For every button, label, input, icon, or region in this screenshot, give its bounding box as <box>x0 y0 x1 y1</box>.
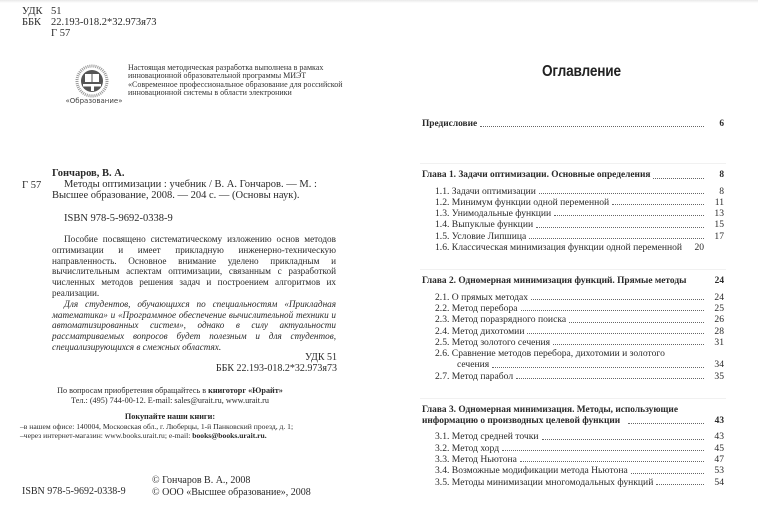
abstract <box>52 234 336 353</box>
bbk-right: ББК 22.193-018.2*32.973я73 <box>215 363 337 374</box>
toc-section[interactable] <box>422 348 724 371</box>
toc-page: 17 <box>714 230 724 242</box>
toc-entry-title: 3.4. Возможные модификации метода Ньютона <box>435 465 628 477</box>
chapter-2 <box>422 269 724 382</box>
toc-entry-title: 1.4. Выпуклые функции <box>435 219 534 231</box>
leader-dots <box>531 299 704 300</box>
classification-block <box>22 6 156 39</box>
toc-entry-title-line2: информацию о производных целевой функции <box>422 416 621 427</box>
toc-page: 8 <box>719 170 724 181</box>
toc-entry-title-line1: Глава 3. Одномерная минимизация. Методы, использующие <box>422 405 678 416</box>
udk-value: 51 <box>51 6 62 17</box>
obrazovanie-seal-icon <box>72 64 112 98</box>
toc-section[interactable] <box>422 231 724 242</box>
toc-section[interactable] <box>422 371 724 382</box>
toc-title: Оглавление <box>542 63 621 80</box>
toc-page: 53 <box>714 465 724 477</box>
leader-dots <box>542 439 704 440</box>
contact-prefix: По вопросам приобретения обращайтесь в <box>57 386 207 395</box>
leader-dots <box>569 322 704 323</box>
leader-dots <box>539 193 704 194</box>
toc-entry-title: 2.2. Метод перебора <box>435 302 518 314</box>
toc-section[interactable] <box>422 186 724 197</box>
program-note: Настоящая методическая разработка выполнена в рамках инновационной образовательной программы МИЭТ «Современное профессиональное образование для российской инновационной системы в области электроники <box>128 63 343 98</box>
leader-dots <box>631 473 704 474</box>
side-author-sign: Г 57 <box>22 180 42 191</box>
toc-entry-title: Глава 1. Задачи оптимизации. Основные определения <box>422 170 651 181</box>
isbn-bottom: ISBN 978-5-9692-0338-9 <box>22 486 126 497</box>
toc-section[interactable] <box>422 292 724 303</box>
buy-title: Покупайте наши книги: <box>124 412 216 422</box>
toc-section[interactable] <box>422 208 724 219</box>
toc-page: 24 <box>714 291 724 303</box>
toc-section[interactable] <box>422 303 724 314</box>
udk-row <box>22 6 156 17</box>
toc-entry-title: 3.3. Метод Ньютона <box>435 453 517 465</box>
udk-label: УДК <box>22 6 43 17</box>
table-of-contents <box>422 119 724 488</box>
toc-page: 28 <box>714 325 724 337</box>
toc-entry-title: 3.2. Метод хорд <box>435 442 500 454</box>
toc-page: 15 <box>714 219 724 231</box>
toc-section[interactable] <box>422 443 724 454</box>
toc-entry-title: 2.4. Метод дихотомии <box>435 325 525 337</box>
leader-dots <box>502 450 704 451</box>
chapter-heading[interactable] <box>422 170 724 181</box>
buy-options <box>20 422 320 441</box>
toc-page: 54 <box>714 476 724 488</box>
udk-right: УДК 51 <box>304 352 337 363</box>
toc-entry-title: 1.1. Задачи оптимизации <box>435 185 536 197</box>
leader-dots <box>553 344 704 345</box>
toc-entry-title: 3.1. Метод средней точки <box>435 431 539 443</box>
logo-caption: «Образование» <box>65 97 123 105</box>
toc-section[interactable] <box>422 314 724 325</box>
toc-entry-title: 1.3. Унимодальные функции <box>435 208 552 220</box>
chapter-heading-line2 <box>422 416 724 427</box>
toc-section[interactable] <box>422 454 724 465</box>
leader-dots <box>612 204 704 205</box>
toc-entry-line2 <box>435 359 724 370</box>
isbn-top: ISBN 978-5-9692-0338-9 <box>64 213 173 224</box>
toc-entry-title: Глава 2. Одномерная минимизация функций. Прямые методы <box>422 276 687 287</box>
leader-dots <box>536 227 704 228</box>
toc-section[interactable] <box>422 337 724 348</box>
toc-page: 34 <box>714 359 724 371</box>
office-address: –в нашем офисе: 140004, Московская обл., г. Люберцы, 1-й Панковский проезд, д. 1; <box>20 421 294 431</box>
copyright-publisher: © ООО «Высшее образование», 2008 <box>152 486 311 498</box>
toc-section[interactable] <box>422 465 724 476</box>
leader-dots <box>653 178 704 179</box>
bbk-row <box>22 17 156 28</box>
leader-dots <box>529 238 704 239</box>
toc-page: 13 <box>714 208 724 220</box>
leader-dots <box>516 378 704 379</box>
chapter-heading[interactable] <box>422 276 724 287</box>
chapter-3 <box>422 398 724 488</box>
copyright <box>152 475 311 498</box>
leader-dots <box>492 367 704 368</box>
online-store <box>20 431 320 440</box>
divider <box>420 163 726 164</box>
toc-entry-title: 1.5. Условие Липшица <box>435 230 527 242</box>
toc-preface[interactable] <box>422 119 724 130</box>
chapter-1 <box>422 163 724 253</box>
toc-page: 35 <box>714 370 724 382</box>
chapter-heading[interactable] <box>422 405 724 427</box>
toc-entry-title: 3.5. Методы минимизации многомодальных функций <box>435 476 654 488</box>
leader-dots <box>521 310 705 311</box>
contact-line-1 <box>20 386 320 396</box>
leader-dots <box>656 484 704 485</box>
toc-entry-title: Предисловие <box>422 119 478 129</box>
toc-page: 26 <box>714 314 724 326</box>
toc-page: 43 <box>714 416 724 427</box>
leader-dots <box>554 215 704 216</box>
toc-page: 20 <box>694 242 705 254</box>
toc-page: 31 <box>714 336 724 348</box>
online-email: books@books.urait.ru. <box>192 431 267 441</box>
toc-page: 24 <box>714 276 724 287</box>
author-sign: Г 57 <box>51 28 71 39</box>
toc-section[interactable] <box>422 431 724 442</box>
copyright-author: © Гончаров В. А., 2008 <box>152 475 251 486</box>
toc-section[interactable] <box>422 219 724 230</box>
toc-entry-title: 1.2. Минимум функции одной переменной <box>435 196 610 208</box>
author-name: Гончаров, В. А. <box>52 168 125 179</box>
divider <box>420 269 726 270</box>
toc-section[interactable] <box>422 477 724 488</box>
toc-page: 43 <box>714 431 724 443</box>
toc-section[interactable] <box>422 197 724 208</box>
spacer <box>422 130 724 147</box>
leader-dots <box>628 423 704 424</box>
toc-entry-title: 2.7. Метод парабол <box>435 370 514 382</box>
toc-page: 11 <box>714 196 724 208</box>
bbk-value: 22.193-018.2*32.973я73 <box>51 17 157 28</box>
divider <box>420 398 726 399</box>
classification-right <box>216 352 337 374</box>
toc-entry-title: 1.6. Классическая минимизация функции одной переменной <box>435 242 683 254</box>
toc-entry-title: 2.3. Метод поразрядного поиска <box>435 314 567 326</box>
toc-page: 47 <box>714 453 724 465</box>
leader-dots <box>480 126 704 127</box>
right-page-contents <box>380 0 758 522</box>
toc-entry-title: 2.5. Метод золотого сечения <box>435 336 551 348</box>
abstract-paragraph-2: Для студентов, обучающихся по специальностям «Прикладная математика» и «Программное обеспечение вычислительной техники и автоматизированных систем», однако в силу актуальности рассматриваемых вопросов будет полезным и для студентов, специализирующихся в смежных областях. <box>52 298 336 352</box>
online-prefix: –через интернет-магазин: www.books.urait.ru; e-mail: <box>20 431 191 441</box>
abstract-paragraph-1: Пособие посвящено систематическому изложению основ методов оптимизации и имеет прикладную инженерно-техническую направленность. Основное внимание уделено прикладным и вычислительным аспектам оптимизации, связанным с разработкой численных методов решения задач и построением алгоритмов их реализации. <box>52 234 336 298</box>
toc-section[interactable] <box>422 326 724 337</box>
bbk-label: ББК <box>22 17 42 28</box>
toc-section[interactable] <box>422 242 724 253</box>
leader-dots <box>527 333 704 334</box>
toc-page: 6 <box>719 119 724 129</box>
toc-entry-title-line1: 2.6. Сравнение методов перебора, дихотомии и золотого <box>435 348 665 360</box>
contact-info <box>20 386 320 440</box>
leader-dots <box>520 461 704 462</box>
toc-entry-title: 2.1. О прямых методах <box>435 291 529 303</box>
bibliographic-record <box>52 168 337 202</box>
contact-line-2: Тел.: (495) 744-00-12. E-mail: sales@urait.ru, www.urait.ru <box>71 395 269 405</box>
toc-page: 8 <box>719 185 724 197</box>
toc-page: 45 <box>714 442 724 454</box>
toc-entry-title-line2: сечения <box>457 359 490 371</box>
book-description: Методы оптимизации : учебник / В. А. Гончаров. — М. : Высшее образование, 2008. — 204 с. — (Основы наук). <box>52 179 317 202</box>
publisher-name: книготорг «Юрайт» <box>208 386 283 395</box>
toc-page: 25 <box>714 302 724 314</box>
